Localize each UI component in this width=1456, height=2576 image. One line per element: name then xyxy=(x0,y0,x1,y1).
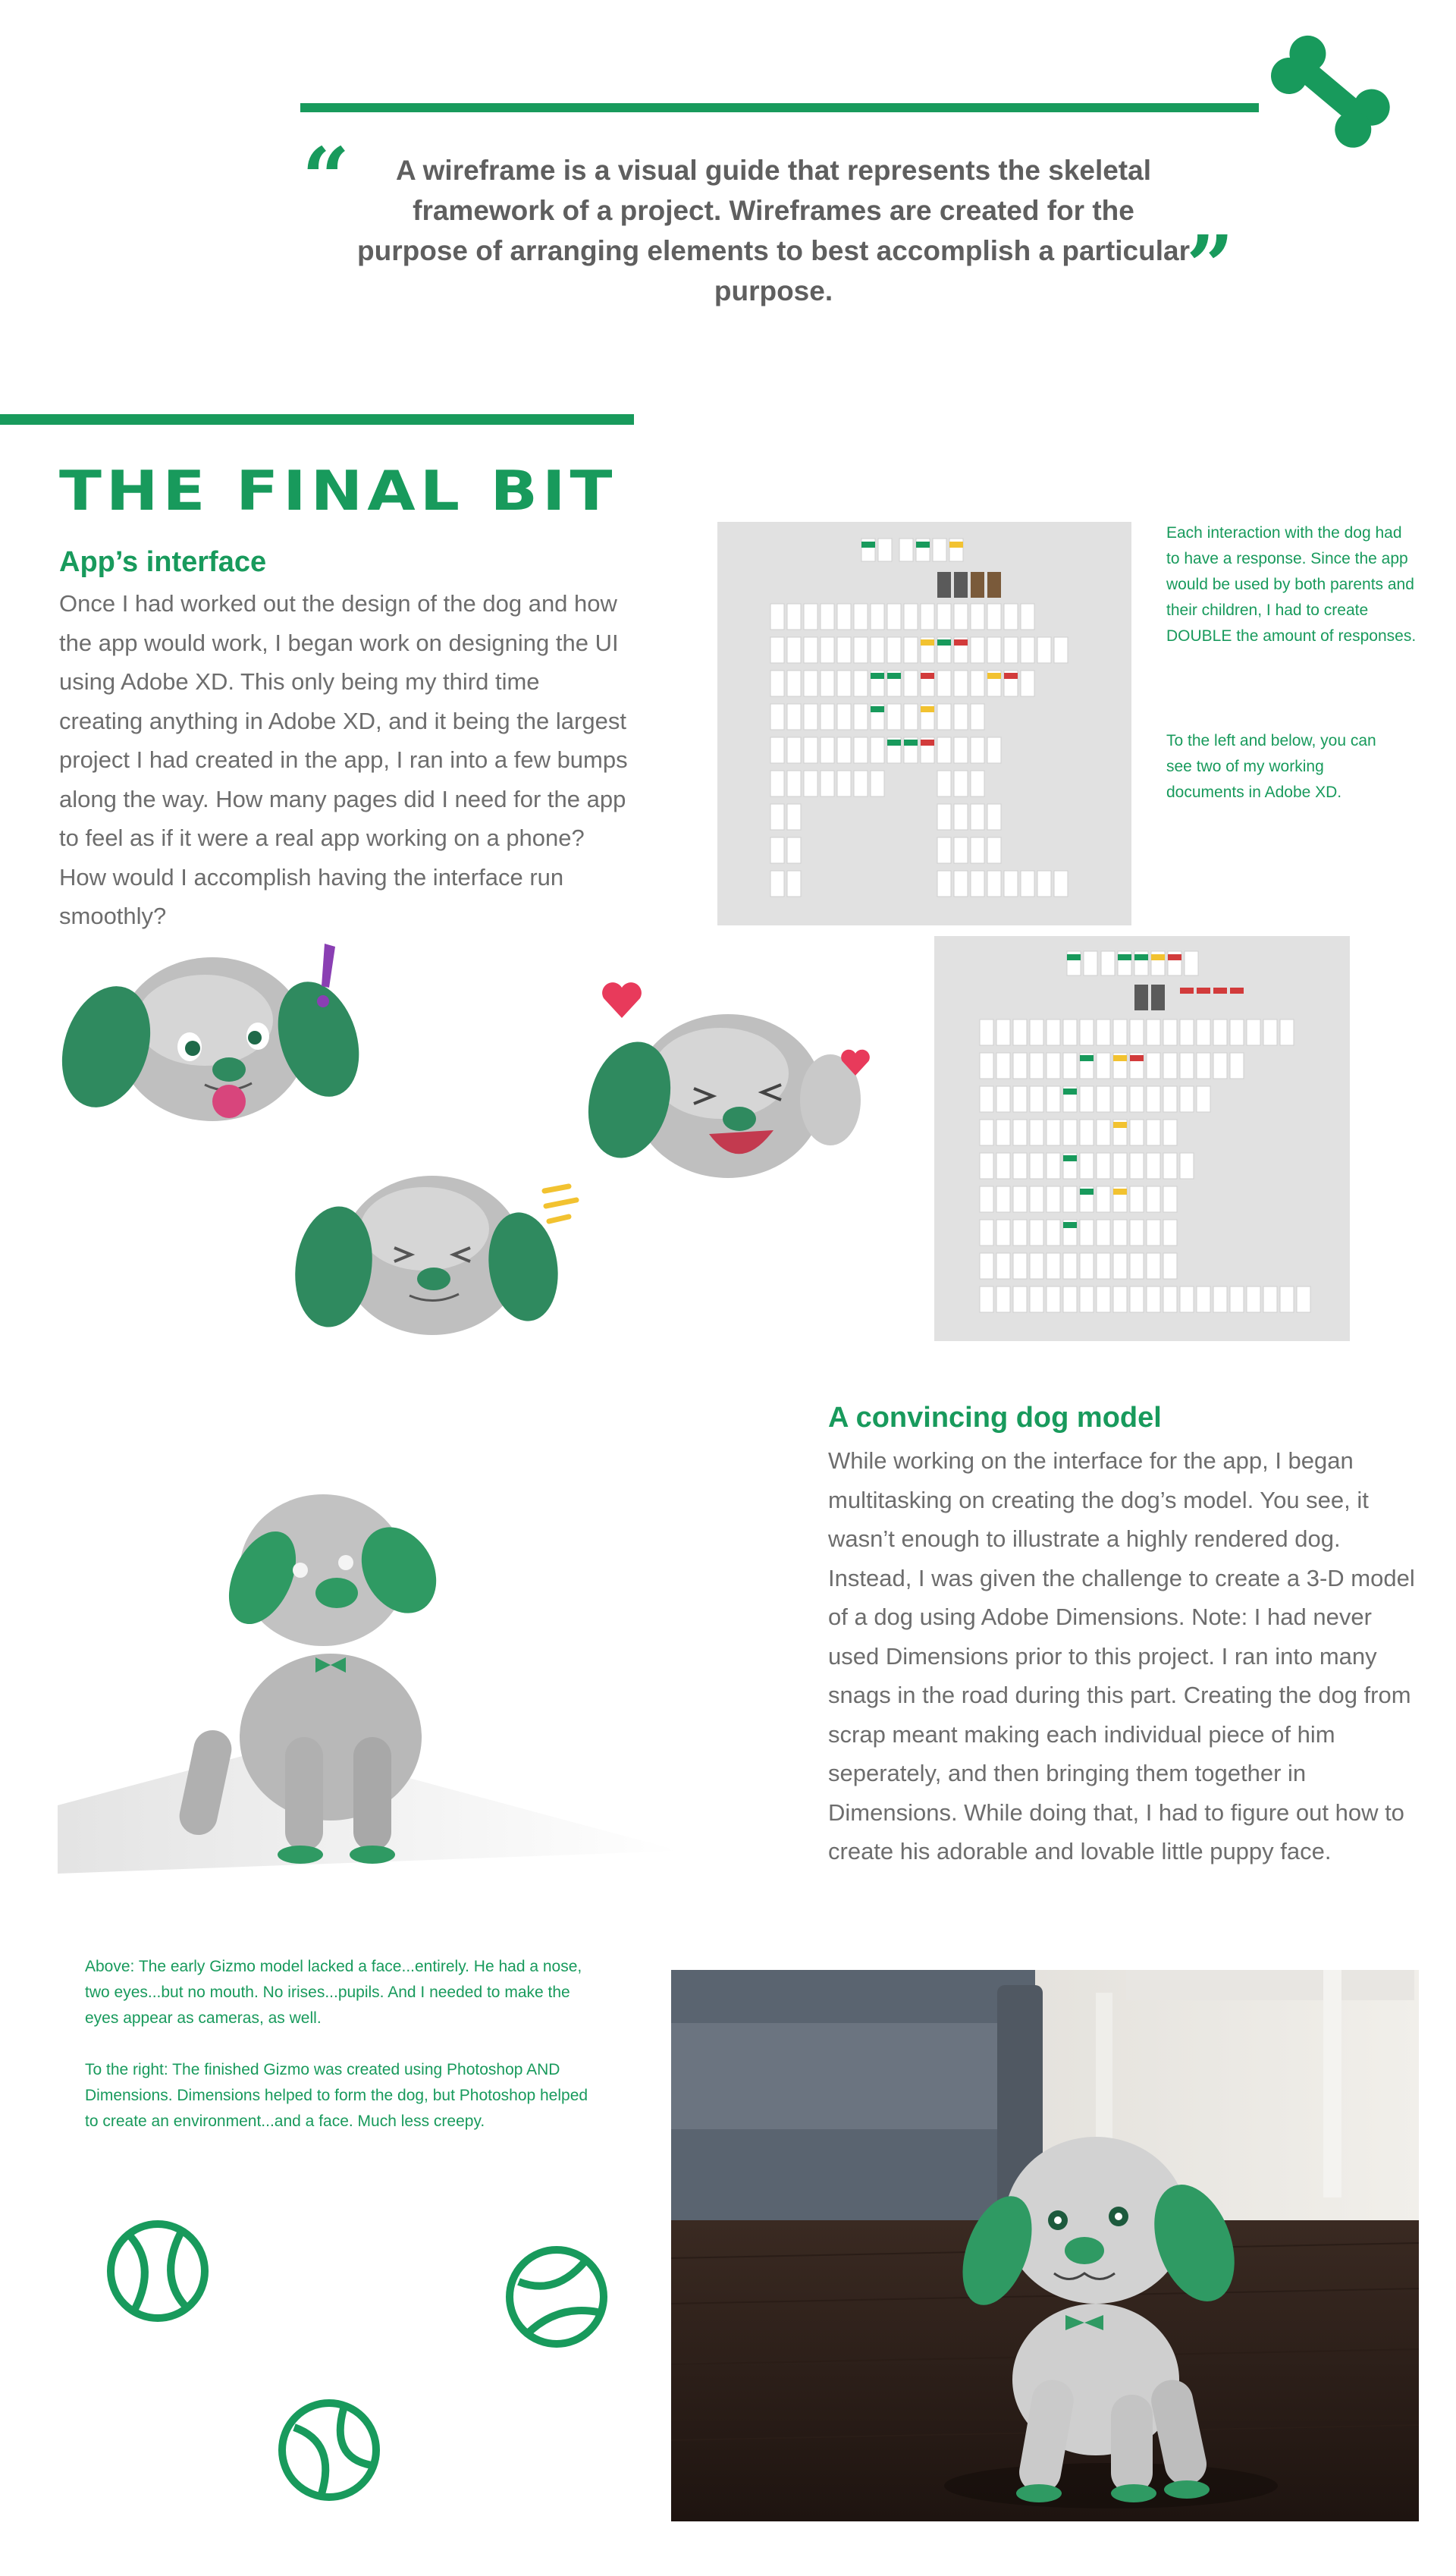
heart-icon xyxy=(839,1047,872,1077)
xd-document-2 xyxy=(934,936,1350,1341)
quote-open-icon: “ xyxy=(302,129,350,227)
heart-icon xyxy=(599,979,645,1020)
wireframe-quote: A wireframe is a visual guide that represents the skeletal framework of a project. Wireframes are created for the purpose of arranging elements to best accomplish a particular purpose. xyxy=(357,155,1190,306)
section-rule xyxy=(0,414,634,425)
early-dog-model xyxy=(58,1487,679,1881)
tennis-ball-icon xyxy=(105,2218,211,2324)
section-title: THE FINAL BIT xyxy=(59,460,617,523)
xd-document-1 xyxy=(717,522,1131,925)
bone-icon xyxy=(1259,23,1403,159)
caption-above: Above: The early Gizmo model lacked a face...entirely. He had a nose, two eyes...but no mouth. No irises...pupils. And I needed to make the eyes appear as cameras, as well. xyxy=(85,1958,582,2027)
interface-heading: App’s interface xyxy=(59,546,267,578)
quote-top-rule xyxy=(300,103,1259,112)
tennis-ball-icon xyxy=(504,2244,610,2350)
model-heading: A convincing dog model xyxy=(828,1402,1162,1434)
quote-close-icon: ” xyxy=(1186,217,1235,315)
caption-right: To the right: The finished Gizmo was created using Photoshop AND Dimensions. Dimensions helped to form the dog, but Photoshop helped to create an environment...and a face. Much less creepy. xyxy=(85,2061,588,2130)
sparkle-icon xyxy=(538,1183,584,1236)
dog-illustration-squint xyxy=(288,1145,561,1358)
documents-note: To the left and below, you can see two of my working documents in Adobe XD. xyxy=(1166,732,1376,801)
responses-note: Each interaction with the dog had to have a response. Since the app would be used by both parents and their children, I had to create DOUBLE the amount of responses. xyxy=(1166,524,1417,645)
interface-body: Once I had worked out the design of the dog and how the app would work, I began work on designing the UI using Adobe XD. This only being my third time creating anything in Adobe XD, and it being the largest project I had created in the app, I ran into a few bumps along the way. How many pages did I need for the app to feel as if it were a real app working on a phone? How would I accomplish having the interface run smoothly? xyxy=(59,590,628,929)
finished-dog-photo xyxy=(671,1970,1419,2521)
exclamation-icon xyxy=(309,941,347,1016)
tennis-ball-icon xyxy=(276,2397,382,2503)
model-body: While working on the interface for the app, I began multitasking on creating the dog’s model. You see, it wasn’t enough to illustrate a highly rendered dog. Instead, I was given the challenge to create a 3-D model of a dog using Adobe Dimensions. Note: I had never used Dimensions prior to this project. I ran into many snags in the road during this part. Creating the dog from scrap meant making each individual piece of him seperately, and then bringing them together in Dimensions. While doing that, I had to figure out how to create his adorable and lovable little puppy face. xyxy=(828,1447,1415,1864)
